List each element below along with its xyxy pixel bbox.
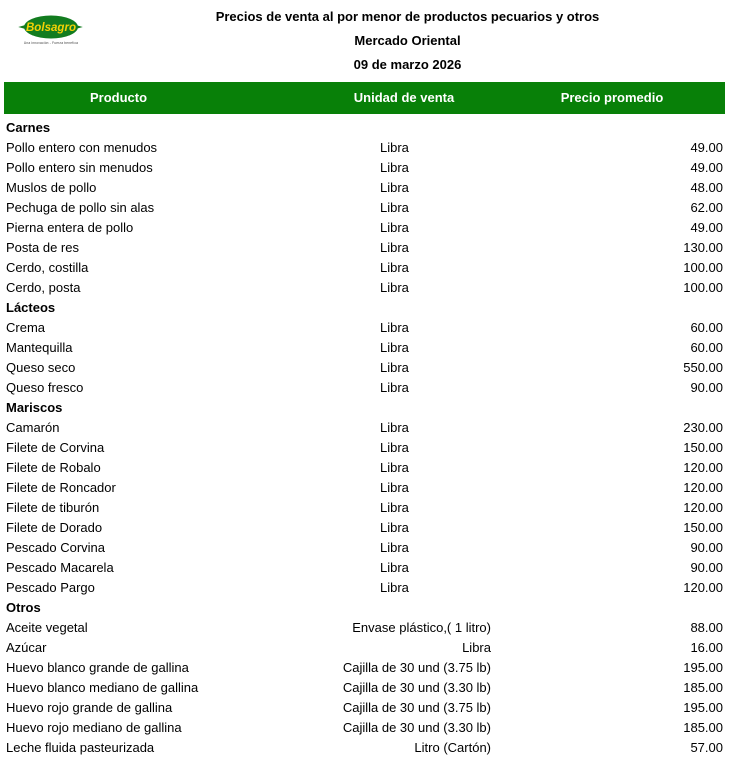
cell-producto: Queso fresco bbox=[6, 380, 84, 395]
table-section-row bbox=[0, 598, 729, 618]
svg-text:Bolsagro: Bolsagro bbox=[25, 21, 77, 34]
cell-producto: Mantequilla bbox=[6, 340, 73, 355]
cell-precio-promedio: 150.00 bbox=[683, 520, 723, 535]
table-row bbox=[0, 318, 729, 338]
cell-producto: Filete de Robalo bbox=[6, 460, 101, 475]
table-row bbox=[0, 678, 729, 698]
column-header-unidad-de-venta: Unidad de venta bbox=[353, 90, 455, 105]
cell-producto: Filete de tiburón bbox=[6, 500, 100, 515]
cell-unidad-de-venta: Libra bbox=[380, 220, 409, 235]
logo-tagline: Una innovación - Fuerza benefíca bbox=[23, 41, 79, 45]
cell-unidad-de-venta: Libra bbox=[380, 580, 409, 595]
cell-producto: Pechuga de pollo sin alas bbox=[6, 200, 155, 215]
cell-producto: Huevo blanco mediano de gallina bbox=[6, 680, 199, 695]
table-row bbox=[0, 478, 729, 498]
table-row bbox=[0, 538, 729, 558]
table-row bbox=[0, 178, 729, 198]
cell-producto: Pescado Pargo bbox=[6, 580, 95, 595]
cell-precio-promedio: 90.00 bbox=[690, 380, 723, 395]
cell-unidad-de-venta: Cajilla de 30 und (3.30 lb) bbox=[342, 680, 491, 695]
cell-unidad-de-venta: Libra bbox=[380, 540, 409, 555]
table-row bbox=[0, 738, 729, 758]
cell-producto: Queso seco bbox=[6, 360, 76, 375]
cell-producto: Crema bbox=[6, 320, 46, 335]
cell-unidad-de-venta: Libra bbox=[380, 200, 409, 215]
section-label: Mariscos bbox=[6, 400, 63, 415]
cell-precio-promedio: 100.00 bbox=[683, 280, 723, 295]
table-row bbox=[0, 358, 729, 378]
market-name: Mercado Oriental bbox=[354, 33, 461, 48]
cell-precio-promedio: 120.00 bbox=[683, 500, 723, 515]
cell-unidad-de-venta: Libra bbox=[462, 640, 491, 655]
page-title: Precios de venta al por menor de productos pecuarios y otros bbox=[215, 9, 600, 24]
bolsagro-logo bbox=[12, 14, 90, 50]
cell-unidad-de-venta: Libra bbox=[380, 340, 409, 355]
cell-producto: Aceite vegetal bbox=[6, 620, 88, 635]
cell-producto: Pescado Corvina bbox=[6, 540, 105, 555]
table-row bbox=[0, 578, 729, 598]
cell-producto: Huevo blanco grande de gallina bbox=[6, 660, 189, 675]
table-section-row bbox=[0, 298, 729, 318]
cell-unidad-de-venta: Litro (Cartón) bbox=[414, 740, 491, 755]
cell-producto: Leche fluida pasteurizada bbox=[6, 740, 155, 755]
table-row bbox=[0, 238, 729, 258]
cell-precio-promedio: 90.00 bbox=[690, 540, 723, 555]
cell-producto: Cerdo, costilla bbox=[6, 260, 89, 275]
cell-precio-promedio: 49.00 bbox=[690, 160, 723, 175]
table-row bbox=[0, 418, 729, 438]
table-row bbox=[0, 158, 729, 178]
cell-precio-promedio: 48.00 bbox=[690, 180, 723, 195]
table-row bbox=[0, 718, 729, 738]
cell-unidad-de-venta: Libra bbox=[380, 460, 409, 475]
table-row bbox=[0, 378, 729, 398]
cell-producto: Filete de Corvina bbox=[6, 440, 105, 455]
cell-precio-promedio: 88.00 bbox=[690, 620, 723, 635]
price-table-body bbox=[0, 118, 729, 758]
cell-precio-promedio: 120.00 bbox=[683, 580, 723, 595]
cell-producto: Huevo rojo grande de gallina bbox=[6, 700, 173, 715]
cell-precio-promedio bbox=[540, 298, 723, 318]
cell-precio-promedio: 16.00 bbox=[690, 640, 723, 655]
cell-unidad-de-venta: Libra bbox=[380, 360, 409, 375]
cell-producto: Azúcar bbox=[6, 640, 47, 655]
cell-unidad-de-venta: Libra bbox=[380, 500, 409, 515]
cell-unidad-de-venta: Libra bbox=[380, 440, 409, 455]
cell-precio-promedio: 195.00 bbox=[683, 700, 723, 715]
cell-precio-promedio bbox=[540, 398, 723, 418]
cell-unidad-de-venta: Libra bbox=[380, 420, 409, 435]
cell-unidad-de-venta: Libra bbox=[380, 520, 409, 535]
cell-producto: Pollo entero con menudos bbox=[6, 140, 158, 155]
table-row bbox=[0, 338, 729, 358]
column-header-precio-promedio: Precio promedio bbox=[560, 90, 664, 105]
cell-precio-promedio: 49.00 bbox=[690, 220, 723, 235]
table-row bbox=[0, 278, 729, 298]
report-date: 09 de marzo 2026 bbox=[353, 57, 462, 72]
cell-unidad-de-venta: Cajilla de 30 und (3.75 lb) bbox=[342, 700, 491, 715]
cell-unidad-de-venta: Libra bbox=[380, 380, 409, 395]
leaf-logo-icon bbox=[12, 14, 90, 40]
cell-precio-promedio: 57.00 bbox=[690, 740, 723, 755]
report-titles bbox=[90, 5, 725, 77]
table-row bbox=[0, 138, 729, 158]
cell-unidad-de-venta: Libra bbox=[380, 180, 409, 195]
cell-unidad-de-venta: Libra bbox=[380, 480, 409, 495]
cell-precio-promedio: 185.00 bbox=[683, 720, 723, 735]
cell-precio-promedio: 120.00 bbox=[683, 460, 723, 475]
table-section-row bbox=[0, 398, 729, 418]
table-row bbox=[0, 658, 729, 678]
cell-unidad-de-venta: Cajilla de 30 und (3.30 lb) bbox=[342, 720, 491, 735]
report-header bbox=[0, 0, 729, 78]
cell-producto: Pollo entero sin menudos bbox=[6, 160, 153, 175]
cell-producto: Cerdo, posta bbox=[6, 280, 81, 295]
table-row bbox=[0, 218, 729, 238]
cell-precio-promedio: 60.00 bbox=[690, 340, 723, 355]
cell-precio-promedio bbox=[540, 118, 723, 138]
table-row bbox=[0, 258, 729, 278]
cell-precio-promedio: 60.00 bbox=[690, 320, 723, 335]
table-row bbox=[0, 618, 729, 638]
cell-producto: Filete de Dorado bbox=[6, 520, 103, 535]
cell-precio-promedio: 90.00 bbox=[690, 560, 723, 575]
cell-unidad-de-venta bbox=[180, 298, 491, 318]
table-row bbox=[0, 458, 729, 478]
cell-producto: Filete de Roncador bbox=[6, 480, 116, 495]
table-row bbox=[0, 438, 729, 458]
cell-precio-promedio: 150.00 bbox=[683, 440, 723, 455]
cell-unidad-de-venta: Libra bbox=[380, 320, 409, 335]
cell-producto: Pescado Macarela bbox=[6, 560, 114, 575]
cell-unidad-de-venta: Libra bbox=[380, 280, 409, 295]
table-row bbox=[0, 198, 729, 218]
cell-unidad-de-venta bbox=[180, 118, 491, 138]
table-row bbox=[0, 518, 729, 538]
section-label: Lácteos bbox=[6, 300, 56, 315]
cell-unidad-de-venta: Cajilla de 30 und (3.75 lb) bbox=[342, 660, 491, 675]
table-column-header bbox=[4, 82, 725, 114]
table-row bbox=[0, 558, 729, 578]
table-row bbox=[0, 498, 729, 518]
cell-unidad-de-venta: Envase plástico,( 1 litro) bbox=[352, 620, 491, 635]
cell-precio-promedio: 120.00 bbox=[683, 480, 723, 495]
section-label: Otros bbox=[6, 600, 41, 615]
cell-precio-promedio: 230.00 bbox=[683, 420, 723, 435]
cell-producto: Huevo rojo mediano de gallina bbox=[6, 720, 182, 735]
section-label: Carnes bbox=[6, 120, 51, 135]
cell-producto: Camarón bbox=[6, 420, 60, 435]
cell-unidad-de-venta bbox=[180, 598, 491, 618]
table-row bbox=[0, 638, 729, 658]
cell-precio-promedio: 49.00 bbox=[690, 140, 723, 155]
cell-precio-promedio: 100.00 bbox=[683, 260, 723, 275]
cell-precio-promedio: 550.00 bbox=[683, 360, 723, 375]
cell-unidad-de-venta: Libra bbox=[380, 160, 409, 175]
cell-unidad-de-venta: Libra bbox=[380, 240, 409, 255]
cell-precio-promedio bbox=[540, 598, 723, 618]
cell-unidad-de-venta bbox=[180, 398, 491, 418]
cell-precio-promedio: 130.00 bbox=[683, 240, 723, 255]
cell-producto: Muslos de pollo bbox=[6, 180, 97, 195]
cell-unidad-de-venta: Libra bbox=[380, 140, 409, 155]
table-row bbox=[0, 698, 729, 718]
cell-unidad-de-venta: Libra bbox=[380, 560, 409, 575]
cell-precio-promedio: 185.00 bbox=[683, 680, 723, 695]
cell-producto: Pierna entera de pollo bbox=[6, 220, 134, 235]
table-section-row bbox=[0, 118, 729, 138]
cell-unidad-de-venta: Libra bbox=[380, 260, 409, 275]
cell-precio-promedio: 195.00 bbox=[683, 660, 723, 675]
column-header-producto: Producto bbox=[90, 90, 148, 105]
cell-precio-promedio: 62.00 bbox=[690, 200, 723, 215]
cell-producto: Posta de res bbox=[6, 240, 79, 255]
